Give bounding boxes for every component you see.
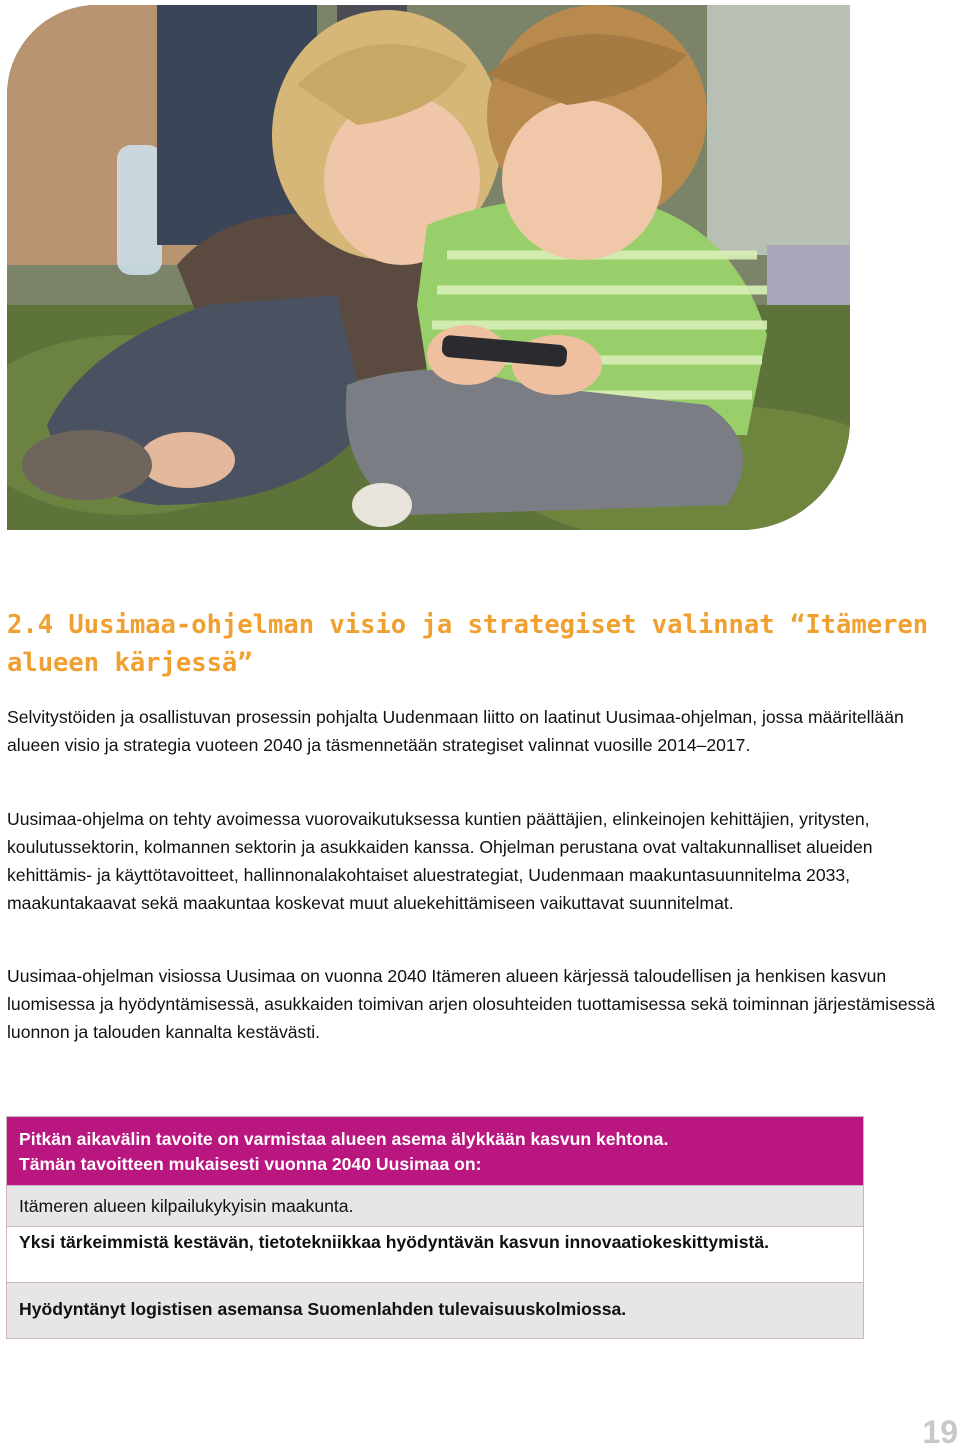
- paragraph-basis: Uusimaa-ohjelma on tehty avoimessa vuorovaikutuksessa kuntien päättäjien, elinkeinojen kehittäjien, yritysten, koulutussektorin, kolmannen sektorin ja asukkaiden kanssa. Ohjelman perustana ovat valtakunnalliset alueiden kehittämis- ja käyttötavoitteet, hallinnonalakohtaiset aluestrategiat, Uudenmaan maakuntasuunnitelma 2033, maakuntakaavat sekä maakuntaa koskevat muut aluekehittämiseen vaikuttavat suunnitelmat.: [7, 809, 873, 913]
- children-photo: [7, 5, 850, 530]
- goal-header-line-1: Pitkän aikavälin tavoite on varmistaa alueen asema älykkään kasvun kehtona.: [19, 1129, 669, 1149]
- goal-header-line-2: Tämän tavoitteen mukaisesti vuonna 2040 Uusimaa on:: [19, 1153, 482, 1174]
- goal-table-header: [7, 1117, 863, 1185]
- paragraph-vision: Uusimaa-ohjelman visiossa Uusimaa on vuonna 2040 Itämeren alueen kärjessä taloudellisen ja henkisen kasvun luomisessa ja hyödyntämisessä, asukkaiden toimivan arjen olosuhteiden tuottamisessa sekä toiminnan järjestämisessä luonnon ja talouden kannalta kestävästi.: [7, 966, 936, 1042]
- goal-row: Hyödyntänyt logistisen asemansa Suomenlahden tulevaisuuskolmiossa.: [7, 1282, 863, 1338]
- goal-table: [6, 1116, 864, 1339]
- goal-row: Yksi tärkeimmistä kestävän, tietotekniikkaa hyödyntävän kasvun innovaatiokeskittymistä.: [7, 1226, 863, 1282]
- paragraph-intro: Selvitystöiden ja osallistuvan prosessin pohjalta Uudenmaan liitto on laatinut Uusimaa-ohjelman, jossa määritellään alueen visio ja strategia vuoteen 2040 ja täsmennetään strategiset valinnat vuosille 2014–2017.: [7, 707, 904, 755]
- goal-row: Itämeren alueen kilpailukykyisin maakunta.: [7, 1185, 863, 1226]
- section-heading: 2.4 Uusimaa-ohjelman visio ja strategiset valinnat “Itämeren alueen kärjessä”: [7, 610, 929, 678]
- page-number: 19: [922, 1414, 958, 1450]
